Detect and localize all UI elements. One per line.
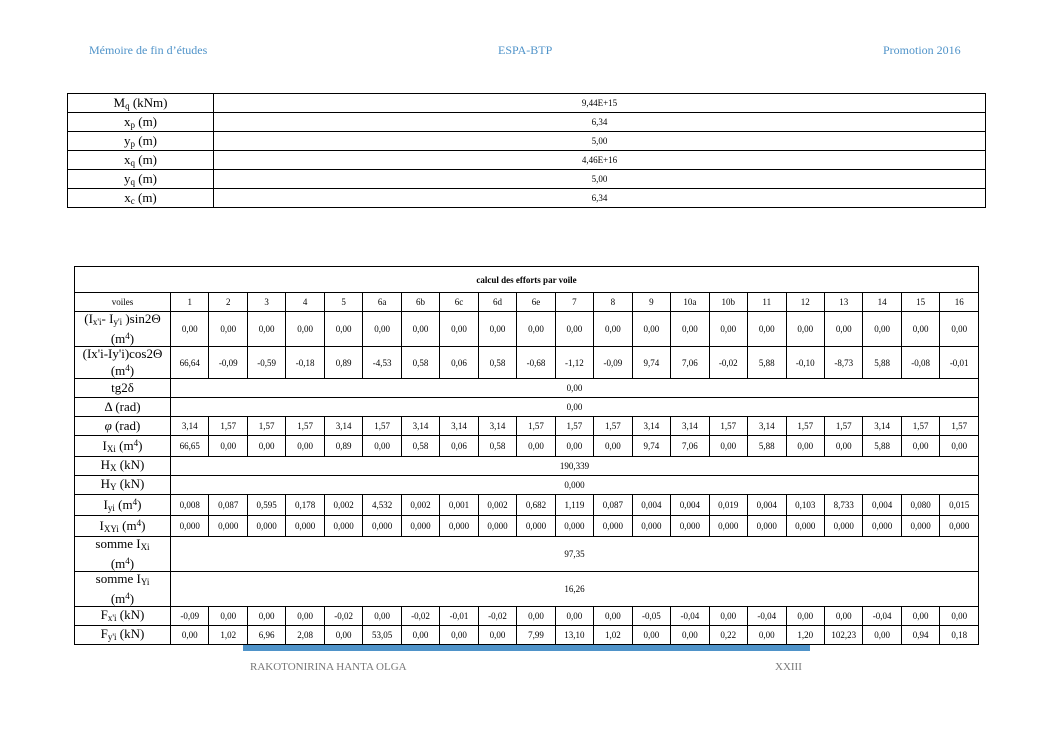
cell-value: 0,000 — [324, 516, 362, 537]
header-center: ESPA-BTP — [498, 43, 553, 57]
cell-value: 0,00 — [594, 607, 632, 626]
cell-value: 3,14 — [748, 417, 786, 436]
cell-value: 1,57 — [709, 417, 747, 436]
cell-value: 0,00 — [786, 436, 824, 457]
cell-value: 0,004 — [863, 495, 901, 516]
cell-value: 2,08 — [286, 626, 324, 645]
cell-value: 0,00 — [940, 607, 979, 626]
merged-value: 0,00 — [171, 379, 979, 398]
cell-value: -0,04 — [748, 607, 786, 626]
cell-value: 0,00 — [517, 312, 555, 347]
cell-value: 3,14 — [632, 417, 670, 436]
cell-value: 9,74 — [632, 347, 670, 379]
cell-value: 0,06 — [440, 436, 478, 457]
cell-value: 3,14 — [324, 417, 362, 436]
cell-value: 0,000 — [478, 516, 516, 537]
cell-value: 0,00 — [171, 626, 209, 645]
summary-table — [67, 93, 986, 208]
merged-value: 16,26 — [171, 572, 979, 607]
cell-value: 0,000 — [247, 516, 285, 537]
merged-value: 0,000 — [171, 476, 979, 495]
summary-row — [68, 94, 986, 113]
cell-value: 0,080 — [901, 495, 939, 516]
cell-value: -0,09 — [171, 607, 209, 626]
cell-value: 0,94 — [901, 626, 939, 645]
cell-value: 0,00 — [863, 312, 901, 347]
cell-value: 0,00 — [171, 312, 209, 347]
cell-value: 0,58 — [401, 436, 439, 457]
cell-value: 0,00 — [555, 436, 593, 457]
summary-label: $y_p$ (m) — [68, 132, 214, 151]
cell-value: 0,00 — [824, 436, 862, 457]
cell-value: 0,00 — [901, 312, 939, 347]
data-row-r2 — [75, 347, 979, 379]
column-header-label: voiles — [75, 293, 171, 312]
cell-value: -0,08 — [901, 347, 939, 379]
cell-value: 3,14 — [478, 417, 516, 436]
column-header: 4 — [286, 293, 324, 312]
cell-value: 6,96 — [247, 626, 285, 645]
row-label: $I_{XYi}$ $(m^4)$ — [75, 516, 171, 537]
data-row-r7 — [75, 457, 979, 476]
cell-value: 1,57 — [901, 417, 939, 436]
cell-value: 0,00 — [247, 436, 285, 457]
row-label: $I_{Xi}$ $(m^4)$ — [75, 436, 171, 457]
cell-value: 0,000 — [440, 516, 478, 537]
column-header: 9 — [632, 293, 670, 312]
summary-value: 4,46E+16 — [214, 151, 986, 170]
cell-value: -0,59 — [247, 347, 285, 379]
cell-value: 7,06 — [671, 347, 709, 379]
summary-label: $x_c$ (m) — [68, 189, 214, 208]
cell-value: 0,00 — [363, 607, 401, 626]
cell-value: 102,23 — [824, 626, 862, 645]
column-header: 6c — [440, 293, 478, 312]
cell-value: 1,02 — [209, 626, 247, 645]
column-header: 6d — [478, 293, 516, 312]
column-header: 11 — [748, 293, 786, 312]
row-label: Δ (rad) — [75, 398, 171, 417]
cell-value: 1,20 — [786, 626, 824, 645]
cell-value: 5,88 — [863, 347, 901, 379]
data-row-r13 — [75, 607, 979, 626]
row-label: φ (rad) — [75, 417, 171, 436]
cell-value: 0,00 — [324, 312, 362, 347]
row-label: $I_{yi}$ $(m^4)$ — [75, 495, 171, 516]
cell-value: 0,00 — [478, 312, 516, 347]
cell-value: -0,04 — [671, 607, 709, 626]
cell-value: 0,58 — [401, 347, 439, 379]
cell-value: 3,14 — [440, 417, 478, 436]
cell-value: 0,00 — [824, 312, 862, 347]
summary-label: $x_q$ (m) — [68, 151, 214, 170]
cell-value: 0,00 — [940, 312, 979, 347]
cell-value: 0,000 — [940, 516, 979, 537]
column-header: 2 — [209, 293, 247, 312]
cell-value: 0,00 — [440, 312, 478, 347]
cell-value: 0,015 — [940, 495, 979, 516]
cell-value: 0,000 — [286, 516, 324, 537]
footer-page-number: XXIII — [775, 661, 802, 673]
column-header: 14 — [863, 293, 901, 312]
cell-value: 1,57 — [555, 417, 593, 436]
header-left: Mémoire de fin d’études — [89, 43, 208, 57]
cell-value: -0,05 — [632, 607, 670, 626]
data-row-r1 — [75, 312, 979, 347]
cell-value: 0,89 — [324, 347, 362, 379]
column-header: 6a — [363, 293, 401, 312]
cell-value: 0,89 — [324, 436, 362, 457]
cell-value: 0,002 — [324, 495, 362, 516]
cell-value: 1,57 — [209, 417, 247, 436]
cell-value: 0,00 — [209, 312, 247, 347]
column-header: 6e — [517, 293, 555, 312]
cell-value: 0,00 — [209, 607, 247, 626]
cell-value: 0,18 — [940, 626, 979, 645]
cell-value: -0,02 — [324, 607, 362, 626]
column-header-row — [75, 293, 979, 312]
row-label: (Ix'i-Iy'i)cos2Θ $(m^4)$ — [75, 347, 171, 379]
cell-value: 0,000 — [632, 516, 670, 537]
data-row-r11 — [75, 537, 979, 572]
cell-value: 0,00 — [440, 626, 478, 645]
cell-value: 1,57 — [247, 417, 285, 436]
data-row-r12 — [75, 572, 979, 607]
column-header: 13 — [824, 293, 862, 312]
data-row-r4 — [75, 398, 979, 417]
summary-row — [68, 151, 986, 170]
table-title: calcul des efforts par voile — [75, 267, 979, 293]
summary-row — [68, 132, 986, 151]
cell-value: 0,000 — [209, 516, 247, 537]
merged-value: 97,35 — [171, 537, 979, 572]
cell-value: 1,57 — [786, 417, 824, 436]
cell-value: 1,57 — [940, 417, 979, 436]
merged-value: 190,339 — [171, 457, 979, 476]
footer-author: RAKOTONIRINA HANTA OLGA — [250, 661, 407, 673]
efforts-table — [74, 266, 979, 645]
cell-value: -0,02 — [709, 347, 747, 379]
cell-value: 0,002 — [401, 495, 439, 516]
cell-value: 0,000 — [401, 516, 439, 537]
cell-value: 0,00 — [401, 312, 439, 347]
row-label: $F_{x'i}$ (kN) — [75, 607, 171, 626]
cell-value: 0,00 — [901, 607, 939, 626]
cell-value: -0,02 — [478, 607, 516, 626]
header-right: Promotion 2016 — [883, 43, 961, 57]
data-row-r9 — [75, 495, 979, 516]
cell-value: 3,14 — [863, 417, 901, 436]
column-header: 5 — [324, 293, 362, 312]
cell-value: 0,00 — [632, 312, 670, 347]
cell-value: -0,10 — [786, 347, 824, 379]
cell-value: 0,00 — [363, 312, 401, 347]
cell-value: 0,000 — [709, 516, 747, 537]
cell-value: 1,57 — [594, 417, 632, 436]
cell-value: 7,99 — [517, 626, 555, 645]
cell-value: 0,019 — [709, 495, 747, 516]
cell-value: 0,00 — [401, 626, 439, 645]
cell-value: 0,087 — [594, 495, 632, 516]
cell-value: -0,01 — [440, 607, 478, 626]
cell-value: 0,22 — [709, 626, 747, 645]
column-header: 1 — [171, 293, 209, 312]
cell-value: 0,00 — [824, 607, 862, 626]
cell-value: 0,00 — [786, 312, 824, 347]
merged-value: 0,00 — [171, 398, 979, 417]
cell-value: 0,595 — [247, 495, 285, 516]
cell-value: 13,10 — [555, 626, 593, 645]
cell-value: -8,73 — [824, 347, 862, 379]
cell-value: 0,004 — [632, 495, 670, 516]
summary-value: 6,34 — [214, 113, 986, 132]
cell-value: 0,00 — [748, 626, 786, 645]
cell-value: 0,00 — [709, 436, 747, 457]
cell-value: 0,00 — [286, 312, 324, 347]
cell-value: 0,000 — [671, 516, 709, 537]
cell-value: 0,00 — [671, 312, 709, 347]
cell-value: 0,00 — [709, 607, 747, 626]
row-label: $F_{y'i}$ (kN) — [75, 626, 171, 645]
cell-value: 0,00 — [209, 436, 247, 457]
cell-value: 0,000 — [748, 516, 786, 537]
row-label: ($I_{x'i}-$ $I_{y'i}$ )sin2Θ $(m^4)$ — [75, 312, 171, 347]
cell-value: -0,01 — [940, 347, 979, 379]
cell-value: 0,103 — [786, 495, 824, 516]
cell-value: -4,53 — [363, 347, 401, 379]
column-header: 7 — [555, 293, 593, 312]
data-row-r10 — [75, 516, 979, 537]
cell-value: 0,001 — [440, 495, 478, 516]
cell-value: 3,14 — [671, 417, 709, 436]
cell-value: 0,000 — [171, 516, 209, 537]
summary-label: $M_q$ (kNm) — [68, 94, 214, 113]
cell-value: -0,18 — [286, 347, 324, 379]
cell-value: 0,00 — [671, 626, 709, 645]
summary-label: $y_q$ (m) — [68, 170, 214, 189]
data-row-r14 — [75, 626, 979, 645]
data-row-r8 — [75, 476, 979, 495]
column-header: 8 — [594, 293, 632, 312]
cell-value: 0,00 — [324, 626, 362, 645]
cell-value: 0,00 — [363, 436, 401, 457]
cell-value: 5,88 — [748, 436, 786, 457]
cell-value: 4,532 — [363, 495, 401, 516]
cell-value: 0,000 — [863, 516, 901, 537]
table-title-row — [75, 267, 979, 293]
cell-value: 0,000 — [901, 516, 939, 537]
column-header: 6b — [401, 293, 439, 312]
cell-value: 0,00 — [286, 607, 324, 626]
cell-value: 0,00 — [478, 626, 516, 645]
column-header: 3 — [247, 293, 285, 312]
cell-value: -0,68 — [517, 347, 555, 379]
column-header: 16 — [940, 293, 979, 312]
cell-value: -0,09 — [209, 347, 247, 379]
footer-bar — [243, 645, 810, 651]
cell-value: 66,64 — [171, 347, 209, 379]
cell-value: 0,00 — [863, 626, 901, 645]
cell-value: 3,14 — [401, 417, 439, 436]
cell-value: 9,74 — [632, 436, 670, 457]
cell-value: 0,00 — [594, 312, 632, 347]
summary-row — [68, 189, 986, 208]
data-row-r3 — [75, 379, 979, 398]
summary-value: 5,00 — [214, 170, 986, 189]
cell-value: 0,06 — [440, 347, 478, 379]
cell-value: 0,178 — [286, 495, 324, 516]
cell-value: 0,00 — [594, 436, 632, 457]
cell-value: 1,119 — [555, 495, 593, 516]
cell-value: 0,004 — [671, 495, 709, 516]
cell-value: 1,57 — [286, 417, 324, 436]
cell-value: 0,002 — [478, 495, 516, 516]
cell-value: 0,000 — [363, 516, 401, 537]
column-header: 15 — [901, 293, 939, 312]
row-label: $H_Y$ (kN) — [75, 476, 171, 495]
row-label: somme $I_{Xi}$ $(m^4)$ — [75, 537, 171, 572]
cell-value: 0,00 — [632, 626, 670, 645]
cell-value: -0,04 — [863, 607, 901, 626]
row-label: tg2δ — [75, 379, 171, 398]
column-header: 10a — [671, 293, 709, 312]
cell-value: 7,06 — [671, 436, 709, 457]
cell-value: 1,57 — [517, 417, 555, 436]
summary-row — [68, 170, 986, 189]
cell-value: 0,000 — [594, 516, 632, 537]
row-label: $H_X$ (kN) — [75, 457, 171, 476]
cell-value: 0,00 — [555, 312, 593, 347]
cell-value: 53,05 — [363, 626, 401, 645]
cell-value: 0,00 — [901, 436, 939, 457]
cell-value: 3,14 — [171, 417, 209, 436]
cell-value: 0,00 — [517, 436, 555, 457]
summary-row — [68, 113, 986, 132]
cell-value: 5,88 — [863, 436, 901, 457]
cell-value: 0,00 — [940, 436, 979, 457]
column-header: 12 — [786, 293, 824, 312]
cell-value: 0,000 — [555, 516, 593, 537]
cell-value: 0,00 — [555, 607, 593, 626]
data-row-r6 — [75, 436, 979, 457]
cell-value: 1,57 — [824, 417, 862, 436]
cell-value: 0,00 — [786, 607, 824, 626]
data-row-r5 — [75, 417, 979, 436]
summary-value: 9,44E+15 — [214, 94, 986, 113]
cell-value: 0,00 — [517, 607, 555, 626]
cell-value: 0,000 — [824, 516, 862, 537]
cell-value: -1,12 — [555, 347, 593, 379]
cell-value: 0,682 — [517, 495, 555, 516]
cell-value: 0,00 — [748, 312, 786, 347]
summary-label: $x_p$ (m) — [68, 113, 214, 132]
cell-value: 0,00 — [709, 312, 747, 347]
cell-value: 0,087 — [209, 495, 247, 516]
cell-value: 8,733 — [824, 495, 862, 516]
cell-value: 0,000 — [517, 516, 555, 537]
cell-value: -0,02 — [401, 607, 439, 626]
cell-value: 0,58 — [478, 347, 516, 379]
cell-value: 1,57 — [363, 417, 401, 436]
column-header: 10b — [709, 293, 747, 312]
cell-value: 0,004 — [748, 495, 786, 516]
cell-value: 0,00 — [286, 436, 324, 457]
cell-value: 0,008 — [171, 495, 209, 516]
cell-value: -0,09 — [594, 347, 632, 379]
summary-value: 5,00 — [214, 132, 986, 151]
row-label: somme $I_{Yi}$ $(m^4)$ — [75, 572, 171, 607]
cell-value: 0,00 — [247, 312, 285, 347]
summary-value: 6,34 — [214, 189, 986, 208]
cell-value: 5,88 — [748, 347, 786, 379]
cell-value: 0,00 — [247, 607, 285, 626]
cell-value: 66,65 — [171, 436, 209, 457]
cell-value: 0,000 — [786, 516, 824, 537]
cell-value: 1,02 — [594, 626, 632, 645]
cell-value: 0,58 — [478, 436, 516, 457]
